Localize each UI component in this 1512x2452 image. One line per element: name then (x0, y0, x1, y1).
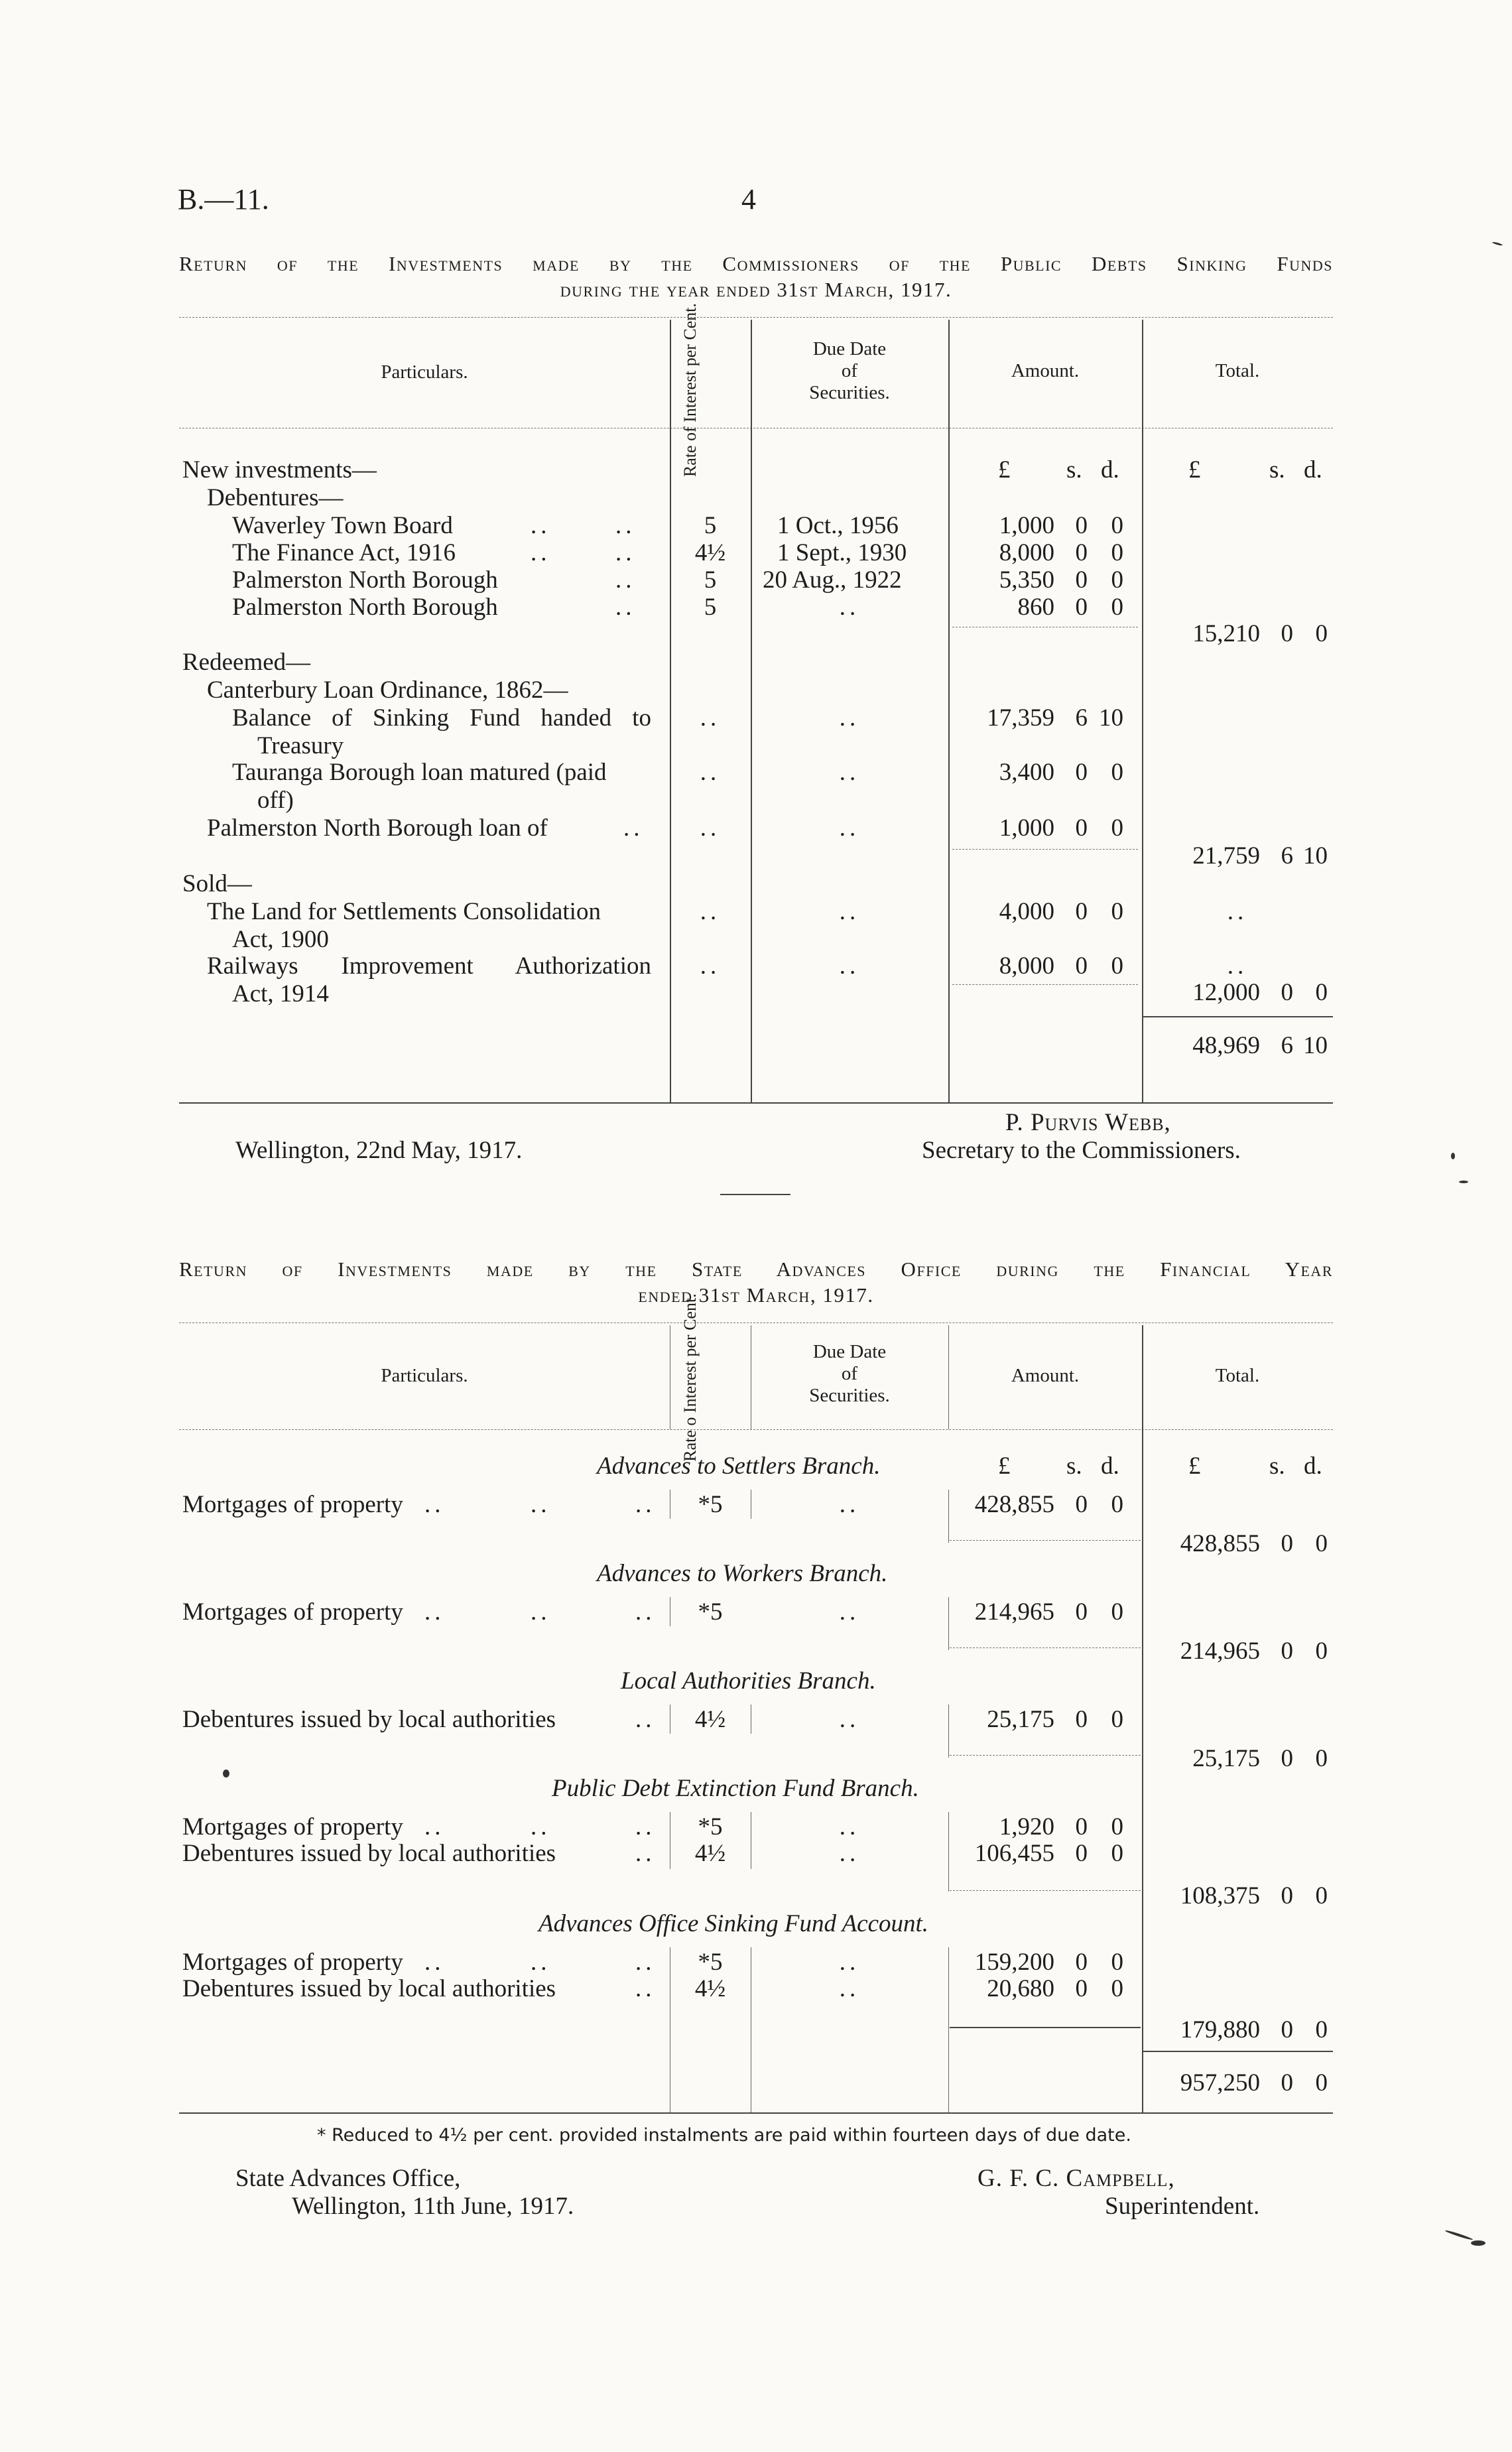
s2-row-particular: Debentures issued by local authorities (182, 1840, 556, 1867)
s1-red2-s: 0 (1075, 759, 1088, 786)
s2-bottom-rule (179, 2112, 1333, 2114)
s2-subtotal-rule (950, 1890, 1141, 1891)
leader-dots: .. (839, 814, 860, 842)
s2-branch-total-s: 0 (1281, 1530, 1293, 1557)
leader-dots: .. (615, 566, 636, 594)
s1-red1-d: 10 (1099, 704, 1123, 732)
s2-col-tick (948, 1947, 949, 2112)
s1-redeemed-1-line2: Treasury (257, 732, 344, 759)
s2-row-rate: 4½ (694, 1706, 726, 1733)
leader-dots: .. (623, 814, 644, 842)
s1-grand-total-pounds: 48,969 (1192, 1032, 1260, 1059)
s1-total-red-s: 6 (1281, 842, 1293, 870)
row-particular: Palmerston North Borough (232, 594, 498, 621)
row-due-date: 1 Oct., 1956 (777, 512, 899, 539)
s1-total-new-d: 0 (1315, 620, 1328, 647)
leader-dots: .. (839, 704, 860, 732)
leader-dots: .. (839, 1706, 860, 1733)
s2-branch-total-d: 0 (1315, 1745, 1328, 1772)
s2-signatory-title: Superintendent. (1105, 2193, 1260, 2220)
s2-branch-total: 428,855 (1180, 1530, 1260, 1557)
s2-branch-total-s: 0 (1281, 2016, 1293, 2043)
s1-red1-s: 6 (1075, 704, 1088, 732)
s2-row-s: 0 (1075, 1491, 1088, 1518)
leader-dots: .. (531, 1598, 551, 1626)
s1-grand-total-d: 10 (1303, 1032, 1328, 1059)
scan-speck (223, 1770, 229, 1777)
s1-redeemed-3: Palmerston North Borough loan of (207, 814, 548, 842)
s1-sold-2-line2: Act, 1914 (232, 980, 329, 1007)
s2-branch-title: Advances Office Sinking Fund Account. (538, 1910, 929, 1937)
row-rate: 5 (704, 594, 717, 621)
s2-row-particular: Debentures issued by local authorities (182, 1706, 556, 1733)
s2-total-unit-d: d. (1304, 1452, 1322, 1480)
row-rate: 4½ (694, 539, 726, 566)
s1-red2-d: 0 (1111, 759, 1123, 786)
s2-row-rate: *5 (698, 1598, 723, 1626)
leader-dots: .. (839, 759, 860, 786)
s1-redeemed-2-line2: off) (257, 787, 294, 814)
leader-dots: .. (531, 1491, 551, 1518)
s2-header-amount: Amount. (1011, 1365, 1080, 1386)
s2-unit-s: s. (1066, 1452, 1082, 1480)
leader-dots: .. (615, 594, 636, 621)
s1-signatory-title: Secretary to the Commissioners. (922, 1137, 1241, 1164)
s2-row-s: 0 (1075, 1706, 1088, 1733)
s1-canterbury: Canterbury Loan Ordinance, 1862— (207, 677, 568, 704)
s1-sold2-d: 0 (1111, 952, 1123, 980)
s2-header-rule (179, 1429, 1333, 1430)
s2-row-s: 0 (1075, 1975, 1088, 2002)
s2-row-rate: *5 (698, 1813, 723, 1840)
s1-total-unit-s: s. (1269, 456, 1285, 484)
leader-dots: .. (700, 952, 721, 980)
s1-redeemed-1-line1: Balance of Sinking Fund handed to (232, 704, 651, 732)
s2-col-tick (948, 1490, 949, 1543)
s2-header-due-2: of (841, 1363, 858, 1384)
leader-dots: .. (635, 1598, 656, 1626)
row-particular: Palmerston North Borough (232, 566, 498, 594)
s1-sold1-pounds: 4,000 (999, 898, 1054, 925)
s2-signatory: G. F. C. Campbell, (977, 2165, 1175, 2192)
s2-header-rate: Rate o Interest per Cent. (680, 1293, 700, 1462)
row-amount-pounds: 860 (1017, 594, 1054, 621)
s1-unit-d: d. (1101, 456, 1119, 484)
leader-dots: .. (1227, 952, 1248, 980)
section2-title (179, 1256, 1333, 1308)
s2-row-particular: Mortgages of property (182, 1598, 403, 1626)
row-due-date: 20 Aug., 1922 (763, 566, 902, 594)
s2-subtotal-rule (950, 1540, 1141, 1541)
leader-dots: .. (424, 1949, 445, 1976)
leader-dots: .. (839, 1598, 860, 1626)
s2-col-tick (948, 1705, 949, 1758)
s1-col-line (948, 320, 950, 1102)
s2-branch-total: 179,880 (1180, 2016, 1260, 2043)
row-particular: Waverley Town Board (232, 512, 453, 539)
s2-row-amount: 20,680 (987, 1975, 1054, 2002)
s1-grand-total-s: 6 (1281, 1032, 1293, 1059)
s2-place-date: Wellington, 11th June, 1917. (292, 2193, 574, 2220)
row-amount-pounds: 5,350 (999, 566, 1054, 594)
row-amount-s: 0 (1075, 566, 1088, 594)
s2-row-particular: Mortgages of property (182, 1949, 403, 1976)
s2-row-d: 0 (1111, 1706, 1123, 1733)
s1-sold-1-line2: Act, 1900 (232, 926, 329, 953)
row-amount-s: 0 (1075, 512, 1088, 539)
leader-dots: .. (635, 1975, 656, 2002)
s1-bottom-rule (179, 1102, 1333, 1104)
s1-subtotal-rule (952, 849, 1138, 850)
leader-dots: .. (839, 1949, 860, 1976)
leader-dots: .. (839, 1491, 860, 1518)
leader-dots: .. (700, 704, 721, 732)
s1-total-unit-d: d. (1304, 456, 1322, 484)
page-number: 4 (741, 183, 756, 216)
s1-red2-pounds: 3,400 (999, 759, 1054, 786)
s1-top-rule (179, 317, 1333, 318)
s2-row-d: 0 (1111, 1598, 1123, 1626)
s2-row-amount: 106,455 (974, 1840, 1054, 1867)
scan-speck (1492, 241, 1503, 246)
s1-sold1-d: 0 (1111, 898, 1123, 925)
s1-red3-d: 0 (1111, 814, 1123, 842)
s2-row-particular: Debentures issued by local authorities (182, 1975, 556, 2002)
leader-dots: .. (531, 1813, 551, 1840)
row-amount-d: 0 (1111, 566, 1123, 594)
s1-sold2-pounds: 8,000 (999, 952, 1054, 980)
s2-total-unit-pound: £ (1188, 1452, 1201, 1480)
s2-header-due-1: Due Date (812, 1341, 887, 1362)
s1-col-line (1142, 320, 1143, 1102)
section2-title-line2: ended 31st March, 1917. (638, 1283, 874, 1307)
leader-dots: .. (531, 512, 551, 539)
s2-row-amount: 428,855 (974, 1491, 1054, 1518)
s2-grand-total-rule (1142, 2051, 1333, 2052)
s2-footnote: * Reduced to 4½ per cent. provided instalments are paid within fourteen days of due date. (317, 2125, 1131, 2146)
s2-office: State Advances Office, (235, 2165, 461, 2192)
leader-dots: .. (839, 1813, 860, 1840)
s1-total-sold-s: 0 (1281, 979, 1293, 1006)
s2-branch-total-d: 0 (1315, 1638, 1328, 1665)
s2-grand-total-pounds: 957,250 (1180, 2069, 1260, 2097)
s1-place-date: Wellington, 22nd May, 1917. (235, 1137, 523, 1164)
leader-dots: .. (531, 1949, 551, 1976)
scan-speck (1459, 1181, 1468, 1183)
s2-row-amount: 159,200 (974, 1949, 1054, 1976)
leader-dots: .. (839, 952, 860, 980)
s1-redeemed: Redeemed— (182, 649, 311, 676)
s2-row-amount: 214,965 (974, 1598, 1054, 1626)
row-amount-pounds: 1,000 (999, 512, 1054, 539)
s2-col-line (1142, 1325, 1143, 2112)
s2-subtotal-rule (950, 1647, 1141, 1648)
row-amount-s: 0 (1075, 594, 1088, 621)
s1-total-sold-pounds: 12,000 (1192, 979, 1260, 1006)
page-reference: B.—11. (178, 183, 269, 216)
leader-dots: .. (700, 898, 721, 925)
s2-row-s: 0 (1075, 1949, 1088, 1976)
s2-branch-total: 214,965 (1180, 1638, 1260, 1665)
s1-total-red-d: 10 (1303, 842, 1328, 870)
s2-row-d: 0 (1111, 1949, 1123, 1976)
s2-branch-title: Public Debt Extinction Fund Branch. (552, 1775, 919, 1802)
s1-red3-s: 0 (1075, 814, 1088, 842)
s2-row-s: 0 (1075, 1598, 1088, 1626)
s1-new-investments: New investments— (182, 456, 377, 484)
s1-sold-2-line1: Railways Improvement Authorization (207, 952, 651, 980)
section1-title-line2: during the year ended 31st March, 1917. (560, 278, 952, 301)
s1-subtotal-rule (952, 984, 1138, 985)
s2-branch-total: 108,375 (1180, 1882, 1260, 1909)
s2-grand-total-s: 0 (1281, 2069, 1293, 2097)
s1-total-red-pounds: 21,759 (1192, 842, 1260, 870)
s2-row-s: 0 (1075, 1813, 1088, 1840)
scan-speck (1451, 1153, 1455, 1159)
leader-dots: .. (635, 1813, 656, 1840)
section-separator (720, 1194, 790, 1195)
leader-dots: .. (424, 1813, 445, 1840)
s1-grand-total-rule (1142, 1016, 1333, 1017)
s2-grand-total-d: 0 (1315, 2069, 1328, 2097)
s2-unit-pound: £ (998, 1452, 1011, 1480)
s1-total-new-pounds: 15,210 (1192, 620, 1260, 647)
s2-row-particular: Mortgages of property (182, 1813, 403, 1840)
s2-row-amount: 25,175 (987, 1706, 1054, 1733)
row-amount-d: 0 (1111, 539, 1123, 566)
row-amount-d: 0 (1111, 594, 1123, 621)
s2-row-s: 0 (1075, 1840, 1088, 1867)
s1-unit-s: s. (1066, 456, 1082, 484)
s1-header-particulars: Particulars. (381, 361, 468, 383)
leader-dots: .. (700, 759, 721, 786)
s1-sold2-s: 0 (1075, 952, 1088, 980)
row-amount-s: 0 (1075, 539, 1088, 566)
s1-signatory: P. Purvis Webb, (1005, 1109, 1171, 1136)
s2-unit-d: d. (1101, 1452, 1119, 1480)
s2-row-particular: Mortgages of property (182, 1491, 403, 1518)
s2-row-rate: *5 (698, 1949, 723, 1976)
s1-total-sold-d: 0 (1315, 979, 1328, 1006)
s2-row-amount: 1,920 (999, 1813, 1054, 1840)
section2-title-line1: Return of Investments made by the State Advances Office during the Financial Year (179, 1258, 1333, 1281)
s2-branch-total-s: 0 (1281, 1745, 1293, 1772)
scan-speck (1444, 2229, 1473, 2240)
s2-row-d: 0 (1111, 1975, 1123, 2002)
s2-row-d: 0 (1111, 1491, 1123, 1518)
leader-dots: .. (424, 1598, 445, 1626)
s1-header-total: Total. (1215, 360, 1260, 381)
s2-branch-total-s: 0 (1281, 1882, 1293, 1909)
s1-sold-1-line1: The Land for Settlements Consolidation (207, 898, 601, 925)
leader-dots: .. (615, 539, 636, 566)
row-particular: The Finance Act, 1916 (232, 539, 456, 566)
s1-header-amount: Amount. (1011, 360, 1080, 381)
s1-total-new-s: 0 (1281, 620, 1293, 647)
s1-header-rate: Rate of Interest per Cent. (680, 302, 700, 478)
s1-sold: Sold— (182, 870, 252, 897)
leader-dots: .. (424, 1491, 445, 1518)
leader-dots: .. (839, 1840, 860, 1867)
s2-branch-total-d: 0 (1315, 2016, 1328, 2043)
s2-header-particulars: Particulars. (381, 1365, 468, 1386)
leader-dots: .. (635, 1491, 656, 1518)
s1-header-due-1: Due Date (812, 338, 887, 359)
s2-col-tick (948, 1597, 949, 1650)
s2-branch-title: Local Authorities Branch. (621, 1667, 876, 1695)
row-due-date: 1 Sept., 1930 (777, 539, 907, 566)
leader-dots: .. (635, 1706, 656, 1733)
s2-branch-total-s: 0 (1281, 1638, 1293, 1665)
s1-redeemed-2-line1: Tauranga Borough loan matured (paid (232, 759, 607, 786)
row-amount-d: 0 (1111, 512, 1123, 539)
s2-branch-total-d: 0 (1315, 1882, 1328, 1909)
s2-branch-title: Advances to Workers Branch. (597, 1560, 888, 1587)
s1-unit-pound: £ (998, 456, 1011, 484)
s2-col-tick (948, 1812, 949, 1892)
s1-debentures: Debentures— (207, 484, 344, 511)
s2-branch-total: 25,175 (1192, 1745, 1260, 1772)
scan-speck (1471, 2240, 1485, 2246)
row-rate: 5 (704, 512, 717, 539)
leader-dots: .. (635, 1840, 656, 1867)
s2-header-total: Total. (1215, 1365, 1260, 1386)
s2-branch-title: Advances to Settlers Branch. (597, 1452, 881, 1480)
leader-dots: .. (635, 1949, 656, 1976)
leader-dots: .. (839, 898, 860, 925)
section1-title (179, 251, 1333, 302)
s1-red1-pounds: 17,359 (987, 704, 1054, 732)
leader-dots: .. (839, 1975, 860, 2002)
row-amount-pounds: 8,000 (999, 539, 1054, 566)
s2-total-unit-s: s. (1269, 1452, 1285, 1480)
s2-row-d: 0 (1111, 1840, 1123, 1867)
s1-red3-pounds: 1,000 (999, 814, 1054, 842)
row-due-date: .. (839, 594, 860, 621)
row-rate: 5 (704, 566, 717, 594)
leader-dots: .. (531, 539, 551, 566)
leader-dots: .. (1227, 898, 1248, 925)
s2-header-due-3: Securities. (809, 1385, 890, 1406)
leader-dots: .. (700, 814, 721, 842)
s2-subtotal-rule (950, 2027, 1141, 2028)
s2-branch-total-d: 0 (1315, 1530, 1328, 1557)
s2-row-rate: *5 (698, 1491, 723, 1518)
s2-row-rate: 4½ (694, 1840, 726, 1867)
s2-subtotal-rule (950, 1755, 1141, 1756)
leader-dots: .. (615, 512, 636, 539)
s1-header-due-3: Securities. (809, 382, 890, 403)
s1-sold1-s: 0 (1075, 898, 1088, 925)
s2-row-rate: 4½ (694, 1975, 726, 2002)
s2-row-d: 0 (1111, 1813, 1123, 1840)
s1-header-due-2: of (841, 360, 858, 381)
section1-title-line1: Return of the Investments made by the Commissioners of the Public Debts Sinking Funds (179, 252, 1333, 275)
s1-total-unit-pound: £ (1188, 456, 1201, 484)
